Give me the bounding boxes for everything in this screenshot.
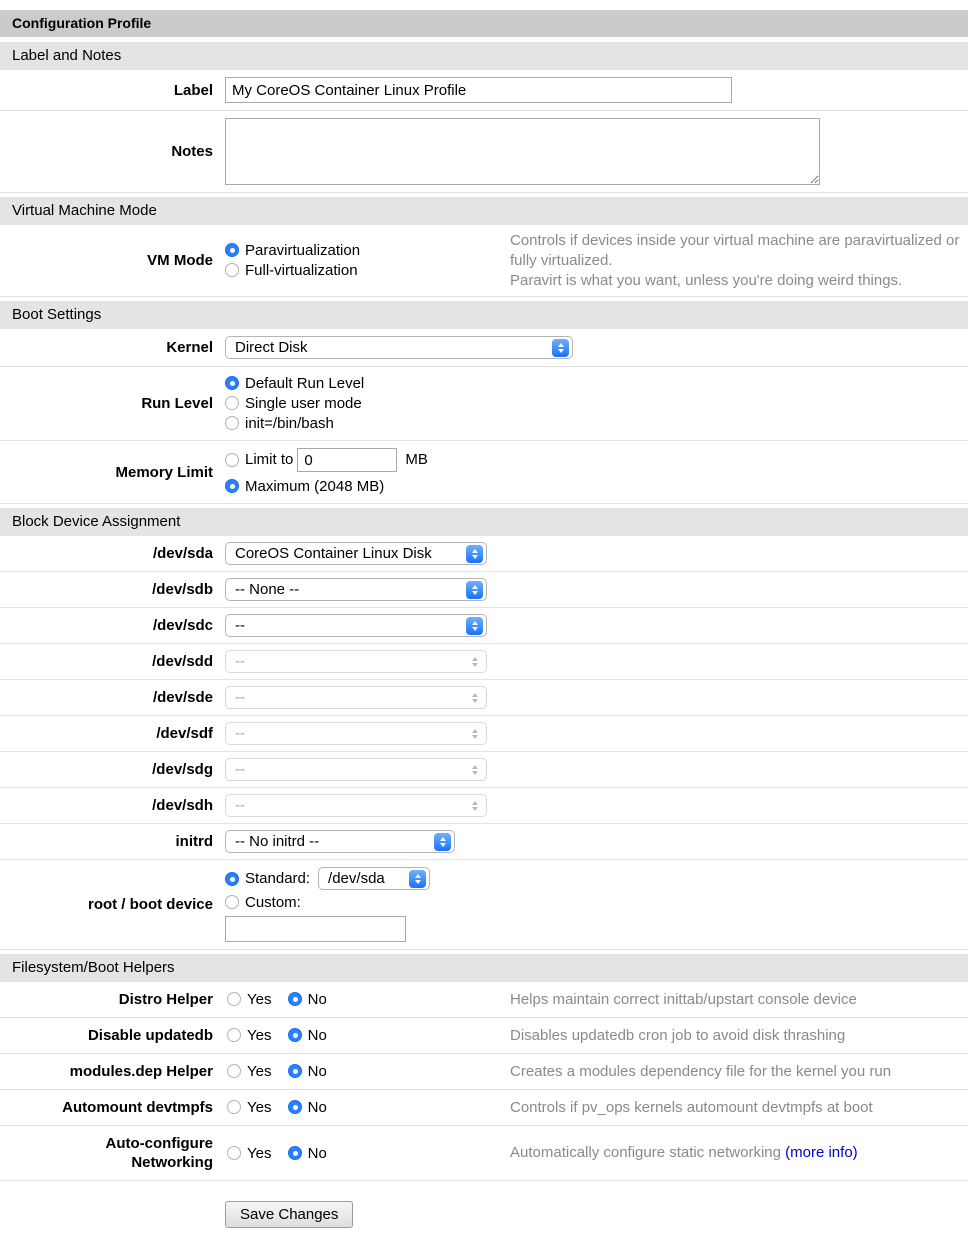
vm-mode-help-line2: Paravirt is what you want, unless you're doing weird things. [510,271,903,289]
dev-sda-label: /dev/sda [152,545,213,562]
memory-limit-input[interactable] [297,448,397,472]
standard-device-select-value: /dev/sda [328,870,385,887]
dev-sdf-label: /dev/sdf [156,725,213,742]
notes-textarea[interactable] [225,118,820,185]
modules-dep-helper-help: Creates a modules dependency file for the kernel you run [510,1062,892,1080]
distro-helper-no-label: No [307,991,327,1008]
vm-mode-row [0,225,968,297]
default-run-level-label: Default Run Level [245,375,365,392]
custom-device-radio[interactable] [225,895,239,909]
vm-mode-help-line1: Controls if devices inside your virtual machine are paravirtualized or fully virtualized. [510,231,960,269]
dev-sdb-select-value: -- None -- [235,581,300,598]
dev-sdc-select-value: -- [235,617,245,634]
label-row [0,70,968,111]
dev-sdf-select [225,722,487,745]
modules-dep-helper-no-label: No [307,1063,327,1080]
distro-helper-label: Distro Helper [118,991,213,1008]
dev-sdb-row [0,572,968,608]
select-stepper-icon [434,833,451,851]
notes-row [0,111,968,193]
select-stepper-icon [466,545,483,563]
select-stepper-icon [466,761,483,779]
label-input[interactable] [225,77,732,103]
dev-sde-label: /dev/sde [152,689,213,706]
paravirtualization-radio[interactable] [225,243,239,257]
init-bin-bash-label: init=/bin/bash [245,415,334,432]
paravirtualization-label: Paravirtualization [245,242,361,259]
initrd-select[interactable] [225,830,455,853]
distro-helper-yes-radio[interactable] [227,992,241,1006]
distro-helper-row [0,982,968,1018]
initrd-select-value: -- No initrd -- [235,833,320,850]
select-stepper-icon [466,617,483,635]
maximum-memory-label: Maximum (2048 MB) [245,478,385,495]
full-virtualization-radio[interactable] [225,263,239,277]
page-title: Configuration Profile [0,10,968,37]
select-stepper-icon [466,581,483,599]
run-level-row [0,367,968,441]
run-level-label: Run Level [141,395,213,412]
dev-sdd-row [0,644,968,680]
automount-devtmpfs-yes-label: Yes [247,1099,272,1116]
limit-to-radio[interactable] [225,453,239,467]
modules-dep-helper-no-radio[interactable] [288,1064,302,1078]
dev-sdg-select [225,758,487,781]
dev-sdh-label: /dev/sdh [152,797,213,814]
default-run-level-radio[interactable] [225,376,239,390]
root-boot-device-label: root / boot device [87,896,213,913]
section-virtual-machine-mode: Virtual Machine Mode [0,197,968,225]
select-stepper-icon [552,339,569,357]
dev-sde-select [225,686,487,709]
dev-sdd-label: /dev/sdd [152,653,213,670]
more-info-link[interactable]: (more info) [785,1144,858,1161]
dev-sda-select-value: CoreOS Container Linux Disk [235,545,432,562]
full-virtualization-label: Full-virtualization [245,262,358,279]
dev-sdh-row [0,788,968,824]
dev-sdf-select-value: -- [235,725,245,742]
save-changes-button[interactable]: Save Changes [225,1201,353,1228]
disable-updatedb-label: Disable updatedb [87,1027,213,1044]
memory-limit-label: Memory Limit [115,463,213,481]
maximum-memory-radio[interactable] [225,479,239,493]
vm-mode-label: VM Mode [147,252,213,269]
automount-devtmpfs-no-label: No [307,1099,327,1116]
disable-updatedb-yes-radio[interactable] [227,1028,241,1042]
single-user-mode-radio[interactable] [225,396,239,410]
kernel-row [0,329,968,367]
dev-sda-select[interactable] [225,542,487,565]
auto-configure-networking-yes-label: Yes [247,1144,272,1162]
modules-dep-helper-yes-radio[interactable] [227,1064,241,1078]
vm-mode-help [510,231,960,291]
disable-updatedb-yes-label: Yes [247,1027,272,1044]
dev-sdf-row [0,716,968,752]
auto-configure-networking-label: Auto-configure Networking [105,1135,213,1171]
dev-sde-select-value: -- [235,689,245,706]
dev-sdd-select-value: -- [235,653,245,670]
dev-sdb-select[interactable] [225,578,487,601]
auto-configure-networking-no-label: No [307,1144,327,1162]
dev-sda-row [0,536,968,572]
dev-sdg-select-value: -- [235,761,245,778]
dev-sdc-row [0,608,968,644]
kernel-select-value: Direct Disk [235,339,308,356]
root-boot-device-row [0,860,968,950]
auto-configure-networking-no-radio[interactable] [288,1146,302,1160]
kernel-select[interactable] [225,336,573,359]
section-label-and-notes: Label and Notes [0,42,968,70]
dev-sdc-select[interactable] [225,614,487,637]
dev-sdh-select [225,794,487,817]
section-filesystem-boot-helpers: Filesystem/Boot Helpers [0,954,968,982]
auto-configure-networking-help-text: Automatically configure static networking [510,1144,781,1161]
select-stepper-icon [466,725,483,743]
initrd-row [0,824,968,860]
automount-devtmpfs-label: Automount devtmpfs [62,1099,213,1116]
select-stepper-icon [409,870,426,888]
modules-dep-helper-label: modules.dep Helper [69,1063,213,1080]
automount-devtmpfs-no-radio[interactable] [288,1100,302,1114]
disable-updatedb-no-label: No [307,1027,327,1044]
auto-configure-networking-row [0,1126,968,1181]
single-user-mode-label: Single user mode [245,395,362,412]
dev-sdd-select [225,650,487,673]
standard-device-radio[interactable] [225,872,239,886]
initrd-label: initrd [175,833,213,850]
disable-updatedb-no-radio[interactable] [288,1028,302,1042]
dev-sdg-label: /dev/sdg [152,761,213,778]
distro-helper-yes-label: Yes [247,991,272,1008]
custom-device-input[interactable] [225,916,406,942]
select-stepper-icon [466,689,483,707]
dev-sdh-select-value: -- [235,797,245,814]
disable-updatedb-row [0,1018,968,1054]
notes-field-label: Notes [171,143,213,160]
section-block-device-assignment: Block Device Assignment [0,508,968,536]
distro-helper-help: Helps maintain correct inittab/upstart console device [510,990,857,1008]
section-boot-settings: Boot Settings [0,301,968,329]
automount-devtmpfs-help: Controls if pv_ops kernels automount devtmpfs at boot [510,1098,873,1116]
auto-configure-networking-help [510,1143,960,1163]
dev-sde-row [0,680,968,716]
dev-sdg-row [0,752,968,788]
standard-device-select[interactable] [318,867,430,890]
memory-limit-row [0,441,968,504]
automount-devtmpfs-yes-radio[interactable] [227,1100,241,1114]
custom-device-label: Custom: [245,894,301,911]
memory-unit-label: MB [405,451,428,468]
modules-dep-helper-row [0,1054,968,1090]
select-stepper-icon [466,797,483,815]
kernel-label: Kernel [166,339,213,356]
automount-devtmpfs-row [0,1090,968,1126]
distro-helper-no-radio[interactable] [288,992,302,1006]
standard-device-label: Standard: [245,870,311,887]
auto-configure-networking-yes-radio[interactable] [227,1146,241,1160]
limit-to-label: Limit to [245,451,294,468]
label-field-label: Label [173,81,213,99]
init-bin-bash-radio[interactable] [225,416,239,430]
disable-updatedb-help: Disables updatedb cron job to avoid disk thrashing [510,1026,846,1044]
modules-dep-helper-yes-label: Yes [247,1063,272,1080]
select-stepper-icon [466,653,483,671]
dev-sdc-label: /dev/sdc [152,617,213,634]
dev-sdb-label: /dev/sdb [152,581,213,598]
